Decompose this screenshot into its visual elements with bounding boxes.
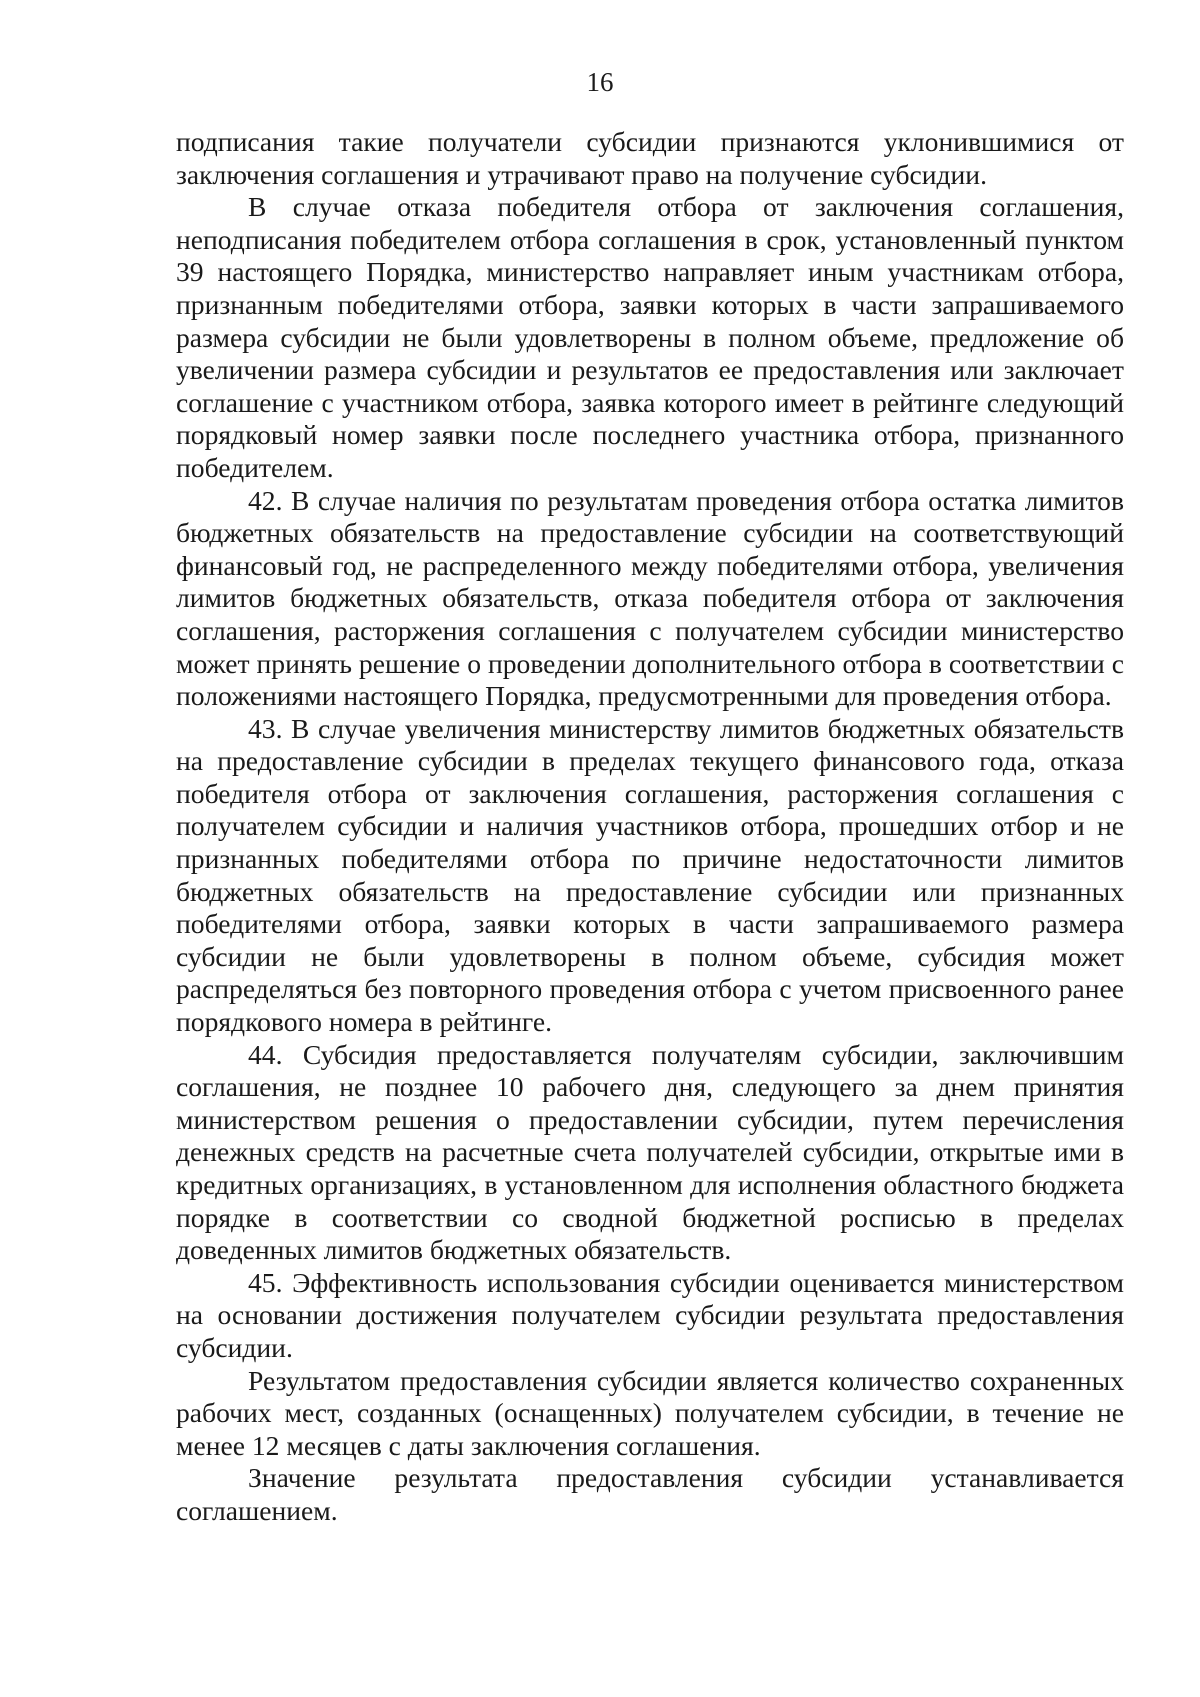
paragraph: В случае отказа победителя отбора от заключения соглашения, неподписания победителем отбора соглашения в срок, установленный пунктом 39 настоящего Порядка, министерство направляет иным участникам отбора, признанным победителями отбора, заявки которых в части запрашиваемого размера субсидии не были удовлетворены в полном объеме, предложение об увеличении размера субсидии и результатов ее предоставления или заключает соглашение с участником отбора, заявка которого имеет в рейтинге следующий порядковый номер заявки после последнего участника отбора, признанного победителем. bbox=[176, 191, 1124, 483]
paragraph-42: 42. В случае наличия по результатам проведения отбора остатка лимитов бюджетных обязательств на предоставление субсидии на соответствующий финансовый год, не распределенного между победителями отбора, увеличения лимитов бюджетных обязательств, отказа победителя отбора от заключения соглашения, расторжения соглашения с получателем субсидии министерство может принять решение о проведении дополнительного отбора в соответствии с положениями настоящего Порядка, предусмотренными для проведения отбора. bbox=[176, 484, 1124, 712]
paragraph: Результатом предоставления субсидии является количество сохраненных рабочих мест, созданных (оснащенных) получателем субсидии, в течение не менее 12 месяцев с даты заключения соглашения. bbox=[176, 1364, 1124, 1461]
page-number: 16 bbox=[586, 67, 614, 97]
paragraph: подписания такие получатели субсидии признаются уклонившимися от заключения соглашения и утрачивают право на получение субсидии. bbox=[176, 126, 1124, 190]
paragraph-45: 45. Эффективность использования субсидии оценивается министерством на основании достижения получателем субсидии результата предоставления субсидии. bbox=[176, 1266, 1124, 1363]
paragraph-44: 44. Субсидия предоставляется получателям субсидии, заключившим соглашения, не позднее 10 рабочего дня, следующего за днем принятия министерством решения о предоставлении субсидии, путем перечисления денежных средств на расчетные счета получателей субсидии, открытые ими в кредитных организациях, в установленном для исполнения областного бюджета порядке в соответствии со сводной бюджетной росписью в пределах доведенных лимитов бюджетных обязательств. bbox=[176, 1038, 1124, 1266]
document-body bbox=[176, 126, 1124, 1528]
paragraph-43: 43. В случае увеличения министерству лимитов бюджетных обязательств на предоставление субсидии в пределах текущего финансового года, отказа победителя отбора от заключения соглашения, расторжения соглашения с получателем субсидии и наличия участников отбора, прошедших отбор и не признанных победителями отбора по причине недостаточности лимитов бюджетных обязательств на предоставление субсидии или признанных победителями отбора, заявки которых в части запрашиваемого размера субсидии не были удовлетворены в полном объеме, субсидия может распределяться без повторного проведения отбора с учетом присвоенного ранее порядкового номера в рейтинге. bbox=[176, 712, 1124, 1038]
paragraph: Значение результата предоставления субсидии устанавливается соглашением. bbox=[176, 1462, 1124, 1526]
